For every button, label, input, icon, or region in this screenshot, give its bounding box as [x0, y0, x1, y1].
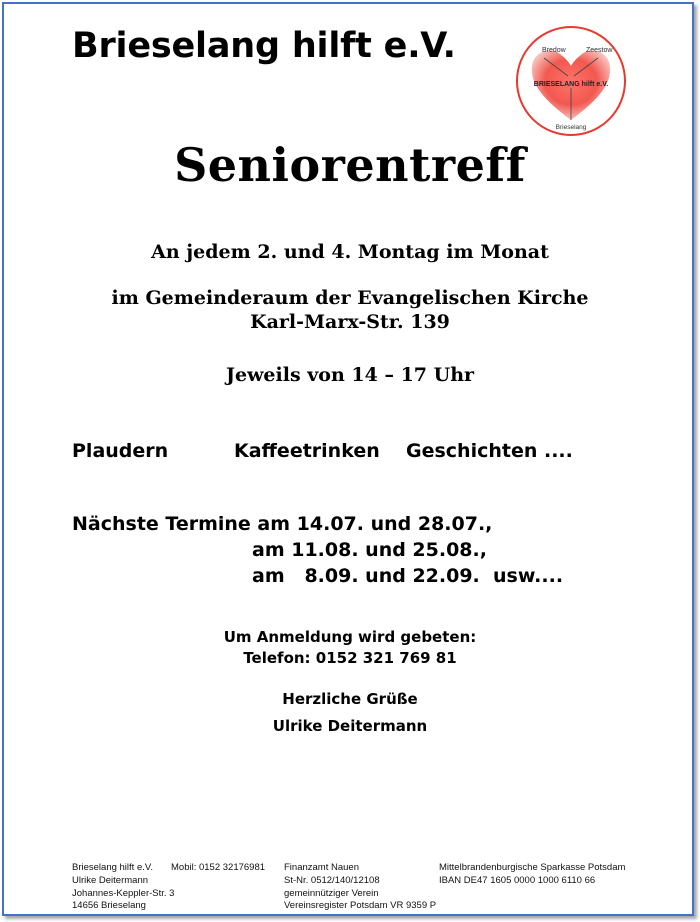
footer-line: Finanzamt Nauen [284, 862, 359, 873]
footer-line: gemeinnütziger Verein [284, 887, 379, 899]
registration-phone: Telefon: 0152 321 769 81 [243, 649, 457, 667]
logo-label-brieselang: Brieselang [555, 124, 587, 131]
footer-line: Johannes-Keppler-Str. 3 [72, 887, 175, 899]
location-line-2: Karl-Marx-Str. 139 [250, 311, 450, 333]
signature-name: Ulrike Deitermann [272, 717, 428, 735]
logo-label-bredow: Bredow [542, 47, 566, 54]
activity-item: Plaudern [72, 440, 169, 462]
next-dates-line-2: am 11.08. und 25.08., [252, 539, 487, 561]
footer-line: Brieselang hilft e.V. [72, 862, 153, 873]
footer-line: 14656 Brieselang [72, 900, 146, 912]
org-name: Brieselang hilft e.V. [72, 26, 456, 66]
footer-line: St-Nr. 0512/140/12108 [284, 874, 380, 886]
time-line: Jeweils von 14 – 17 Uhr [225, 364, 475, 386]
schedule-line: An jedem 2. und 4. Montag im Monat [151, 241, 549, 263]
logo-label-zeestow: Zeestow [586, 47, 613, 54]
next-dates-line-3: am 8.09. und 22.09. usw.... [252, 565, 564, 587]
footer-address [72, 862, 174, 913]
greeting-line: Herzliche Grüße [282, 690, 418, 708]
footer-mobile [171, 862, 265, 875]
footer-line: Mobil: 0152 32176981 [171, 862, 266, 873]
footer-line: Ulrike Deitermann [72, 874, 149, 886]
next-dates-line-1: Nächste Termine am 14.07. und 28.07., [72, 513, 493, 535]
heart-network-logo [514, 24, 628, 138]
registration-line-1: Um Anmeldung wird gebeten: [223, 628, 477, 646]
activity-item: Geschichten .... [406, 440, 573, 462]
footer-bank [439, 862, 625, 888]
footer-tax [284, 862, 436, 913]
activity-item: Kaffeetrinken [234, 440, 380, 462]
page-title: Seniorentreff [174, 138, 526, 192]
footer-line: Mittelbrandenburgische Sparkasse Potsdam [439, 862, 626, 873]
location-line-1: im Gemeinderaum der Evangelischen Kirche [111, 287, 589, 309]
footer-line: IBAN DE47 1605 0000 1000 6110 66 [439, 874, 596, 886]
footer-line: Vereinsregister Potsdam VR 9359 P [284, 900, 437, 912]
logo-label-center: BRIESELANG hilft e.V. [533, 81, 609, 88]
